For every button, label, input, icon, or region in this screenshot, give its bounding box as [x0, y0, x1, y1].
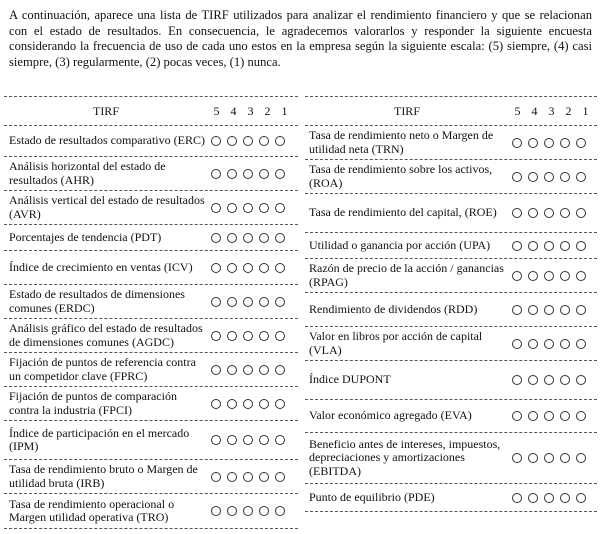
rating-radio-3[interactable]	[243, 203, 253, 213]
rating-options	[208, 365, 288, 375]
tirf-label: Análisis horizontal del estado de resultados (AHR)	[9, 159, 166, 187]
table-row	[305, 194, 597, 233]
tirf-label: Tasa de rendimiento neto o Margen de utilidad neta (TRN)	[309, 128, 494, 156]
rating-radio-2[interactable]	[259, 136, 269, 146]
rating-radio-2[interactable]	[259, 263, 269, 273]
scale-3: 3	[548, 103, 555, 118]
rating-radio-2[interactable]	[560, 339, 570, 349]
rating-radio-5[interactable]	[512, 375, 522, 385]
rating-radio-2[interactable]	[560, 172, 570, 182]
tirf-label: Punto de equilibrio (PDE)	[309, 489, 435, 504]
rating-radio-4[interactable]	[227, 297, 237, 307]
tirf-label: Tasa de rendimiento sobre los activos, (ROA)	[309, 162, 493, 190]
header-scale	[208, 104, 293, 119]
rating-radio-5[interactable]	[211, 203, 221, 213]
rating-radio-5[interactable]	[211, 506, 221, 516]
rating-radio-1[interactable]	[275, 233, 285, 243]
rating-radio-3[interactable]	[544, 305, 554, 315]
table-row	[305, 361, 597, 400]
rating-radio-4[interactable]	[227, 435, 237, 445]
rating-radio-3[interactable]	[243, 233, 253, 243]
rating-radio-3[interactable]	[243, 297, 253, 307]
rating-radio-5[interactable]	[211, 297, 221, 307]
rating-options	[509, 305, 589, 315]
rating-radio-5[interactable]	[211, 263, 221, 273]
table-row	[4, 460, 298, 494]
rating-radio-3[interactable]	[243, 472, 253, 482]
scale-4: 4	[531, 103, 538, 118]
table-row	[4, 319, 298, 353]
rating-options	[208, 472, 288, 482]
rating-radio-5[interactable]	[512, 305, 522, 315]
table-row	[4, 494, 298, 529]
rating-radio-5[interactable]	[512, 271, 522, 281]
rating-radio-1[interactable]	[275, 136, 285, 146]
rating-radio-1[interactable]	[576, 339, 586, 349]
rating-radio-4[interactable]	[528, 271, 538, 281]
rating-radio-4[interactable]	[227, 203, 237, 213]
header-scale	[509, 104, 594, 119]
rating-options	[208, 399, 288, 409]
rating-radio-3[interactable]	[243, 136, 253, 146]
rating-radio-4[interactable]	[227, 169, 237, 179]
rating-radio-1[interactable]	[576, 305, 586, 315]
rating-radio-1[interactable]	[576, 493, 586, 503]
tirf-label: Índice de participación en el mercado (IPM)	[9, 425, 190, 453]
rating-radio-2[interactable]	[259, 233, 269, 243]
rating-radio-2[interactable]	[259, 506, 269, 516]
rating-radio-3[interactable]	[544, 172, 554, 182]
rating-radio-1[interactable]	[275, 331, 285, 341]
rating-radio-4[interactable]	[528, 411, 538, 421]
table-row	[305, 126, 597, 160]
scale-2: 2	[264, 103, 271, 118]
rating-radio-4[interactable]	[528, 172, 538, 182]
rating-radio-4[interactable]	[227, 331, 237, 341]
left-survey-table	[4, 96, 298, 531]
rating-radio-1[interactable]	[275, 472, 285, 482]
rating-radio-1[interactable]	[275, 399, 285, 409]
rating-radio-2[interactable]	[259, 472, 269, 482]
rating-options	[208, 203, 288, 213]
rating-radio-3[interactable]	[544, 271, 554, 281]
rating-radio-4[interactable]	[227, 263, 237, 273]
rating-radio-1[interactable]	[576, 208, 586, 218]
rating-radio-3[interactable]	[544, 339, 554, 349]
rating-options	[208, 506, 288, 516]
rating-radio-2[interactable]	[259, 435, 269, 445]
rating-radio-2[interactable]	[560, 305, 570, 315]
tirf-label: Tasa de rendimiento del capital, (ROE)	[309, 205, 497, 220]
table-row	[4, 126, 298, 157]
rating-radio-5[interactable]	[512, 411, 522, 421]
table-row	[305, 327, 597, 361]
rating-radio-3[interactable]	[243, 365, 253, 375]
rating-radio-1[interactable]	[576, 271, 586, 281]
scale-1: 1	[281, 103, 288, 118]
tirf-label: Fijación de puntos de referencia contra un competidor clave (FPRC)	[9, 355, 196, 383]
rating-radio-5[interactable]	[211, 472, 221, 482]
scale-5: 5	[514, 103, 521, 118]
rating-radio-2[interactable]	[259, 365, 269, 375]
rating-radio-2[interactable]	[259, 203, 269, 213]
rating-radio-2[interactable]	[560, 453, 570, 463]
table-row	[305, 293, 597, 327]
rating-radio-5[interactable]	[211, 435, 221, 445]
rating-radio-4[interactable]	[528, 339, 538, 349]
table-row	[4, 191, 298, 225]
rating-radio-2[interactable]	[560, 138, 570, 148]
rating-radio-2[interactable]	[259, 169, 269, 179]
rating-radio-1[interactable]	[275, 263, 285, 273]
tirf-label: Razón de precio de la acción / ganancias (RPAG)	[309, 261, 504, 289]
tirf-label: Estado de resultados comparativo (ERC)	[9, 133, 205, 148]
tirf-label: Porcentajes de tendencia (PDT)	[9, 229, 162, 244]
table-row	[305, 484, 597, 512]
tirf-label: Análisis vertical del estado de resultados (AVR)	[9, 193, 205, 221]
rating-radio-3[interactable]	[243, 506, 253, 516]
rating-radio-5[interactable]	[211, 169, 221, 179]
rating-radio-5[interactable]	[512, 208, 522, 218]
rating-radio-1[interactable]	[275, 297, 285, 307]
tirf-label: Índice DUPONT	[309, 372, 391, 387]
scale-3: 3	[247, 103, 254, 118]
rating-radio-4[interactable]	[528, 208, 538, 218]
rating-radio-1[interactable]	[576, 172, 586, 182]
table-row	[4, 387, 298, 421]
scale-5: 5	[213, 103, 220, 118]
rating-options	[509, 271, 589, 281]
header-title: TIRF	[393, 103, 420, 118]
tirf-label: Valor en libros por acción de capital (VLA)	[309, 329, 483, 357]
rating-radio-3[interactable]	[544, 138, 554, 148]
rating-radio-3[interactable]	[544, 453, 554, 463]
rating-radio-4[interactable]	[227, 506, 237, 516]
rating-radio-4[interactable]	[528, 493, 538, 503]
rating-radio-3[interactable]	[243, 435, 253, 445]
rating-radio-1[interactable]	[576, 241, 586, 251]
intro-paragraph: A continuación, aparece una lista de TIRF utilizados para analizar el rendimiento financiero y que se relacionan con el estado de resultados. En consecuencia, le agradecemos valorarlos y responder la siguiente encuesta considerando la frecuencia de uso de cada uno estos en la empresa según la siguiente escala: (5) siempre, (4) casi siempre, (3) regularmente, (2) pocas veces, (1) nunca.	[9, 8, 592, 69]
tirf-label: Valor económico agregado (EVA)	[309, 408, 472, 423]
rating-radio-1[interactable]	[576, 453, 586, 463]
rating-radio-4[interactable]	[227, 399, 237, 409]
rating-radio-2[interactable]	[560, 411, 570, 421]
rating-radio-1[interactable]	[275, 506, 285, 516]
rating-radio-3[interactable]	[243, 263, 253, 273]
rating-radio-2[interactable]	[560, 271, 570, 281]
header-title: TIRF	[92, 103, 119, 118]
rating-radio-4[interactable]	[227, 233, 237, 243]
rating-radio-4[interactable]	[528, 241, 538, 251]
scale-2: 2	[565, 103, 572, 118]
rating-radio-2[interactable]	[560, 375, 570, 385]
rating-radio-5[interactable]	[512, 493, 522, 503]
rating-radio-3[interactable]	[544, 493, 554, 503]
rating-options	[208, 233, 288, 243]
rating-radio-4[interactable]	[528, 305, 538, 315]
tirf-label: Rendimiento de dividendos (RDD)	[309, 301, 478, 316]
rating-radio-2[interactable]	[560, 241, 570, 251]
table-row	[305, 433, 597, 484]
rating-options	[509, 375, 589, 385]
scale-1: 1	[582, 103, 589, 118]
rating-options	[509, 339, 589, 349]
rating-options	[509, 453, 589, 463]
tirf-label: Fijación de puntos de comparación contra la industria (FPCI)	[9, 389, 177, 417]
rating-radio-1[interactable]	[576, 375, 586, 385]
rating-radio-4[interactable]	[528, 375, 538, 385]
rating-radio-4[interactable]	[227, 136, 237, 146]
table-row	[305, 233, 597, 259]
rating-radio-1[interactable]	[275, 435, 285, 445]
table-row	[4, 353, 298, 387]
table-row	[305, 160, 597, 194]
rating-radio-5[interactable]	[512, 241, 522, 251]
rating-radio-1[interactable]	[275, 169, 285, 179]
rating-radio-2[interactable]	[259, 297, 269, 307]
rating-radio-5[interactable]	[211, 233, 221, 243]
rating-options	[509, 493, 589, 503]
rating-options	[208, 297, 288, 307]
scale-4: 4	[230, 103, 237, 118]
table-row	[305, 259, 597, 293]
rating-radio-2[interactable]	[259, 331, 269, 341]
rating-radio-3[interactable]	[243, 399, 253, 409]
rating-radio-5[interactable]	[512, 138, 522, 148]
rating-radio-5[interactable]	[512, 453, 522, 463]
rating-radio-5[interactable]	[211, 365, 221, 375]
table-row	[4, 285, 298, 319]
table-row	[4, 251, 298, 285]
rating-radio-3[interactable]	[544, 208, 554, 218]
rating-options	[208, 263, 288, 273]
rating-radio-5[interactable]	[211, 331, 221, 341]
right-survey-table	[305, 96, 597, 531]
rating-options	[509, 208, 589, 218]
rating-options	[208, 136, 288, 146]
rating-options	[208, 435, 288, 445]
tirf-label: Estado de resultados de dimensiones comunes (ERDC)	[9, 287, 185, 315]
rating-radio-1[interactable]	[576, 411, 586, 421]
rating-options	[208, 331, 288, 341]
rating-options	[509, 411, 589, 421]
tirf-label: Beneficio antes de intereses, impuestos, depreciaciones y amortizaciones (EBITDA)	[309, 436, 501, 478]
table-row	[4, 225, 298, 251]
rating-radio-2[interactable]	[560, 208, 570, 218]
rating-radio-4[interactable]	[528, 453, 538, 463]
tirf-label: Tasa de rendimiento operacional o Margen utilidad operativa (TRO)	[9, 496, 175, 524]
tirf-label: Tasa de rendimiento bruto o Margen de utilidad bruta (IRB)	[9, 462, 198, 490]
rating-options	[509, 172, 589, 182]
rating-radio-2[interactable]	[560, 493, 570, 503]
rating-options	[509, 241, 589, 251]
rating-radio-5[interactable]	[211, 399, 221, 409]
rating-options	[509, 138, 589, 148]
tirf-label: Análisis gráfico del estado de resultados de dimensiones comunes (AGDC)	[9, 321, 203, 349]
rating-radio-4[interactable]	[227, 365, 237, 375]
rating-radio-5[interactable]	[512, 339, 522, 349]
rating-radio-3[interactable]	[544, 241, 554, 251]
rating-radio-4[interactable]	[227, 472, 237, 482]
rating-radio-3[interactable]	[243, 169, 253, 179]
rating-options	[208, 169, 288, 179]
tirf-label: Utilidad o ganancia por acción (UPA)	[309, 237, 491, 252]
table-row	[4, 157, 298, 191]
rating-radio-2[interactable]	[259, 399, 269, 409]
rating-radio-3[interactable]	[544, 375, 554, 385]
right-table-header	[305, 97, 597, 126]
left-table-header	[4, 97, 298, 126]
table-row	[305, 400, 597, 433]
rating-radio-5[interactable]	[211, 136, 221, 146]
rating-radio-4[interactable]	[528, 138, 538, 148]
rating-radio-5[interactable]	[512, 172, 522, 182]
rating-radio-3[interactable]	[544, 411, 554, 421]
rating-radio-1[interactable]	[275, 365, 285, 375]
tirf-label: Índice de crecimiento en ventas (ICV)	[9, 259, 193, 274]
rating-radio-1[interactable]	[275, 203, 285, 213]
rating-radio-3[interactable]	[243, 331, 253, 341]
rating-radio-1[interactable]	[576, 138, 586, 148]
table-row	[4, 421, 298, 460]
